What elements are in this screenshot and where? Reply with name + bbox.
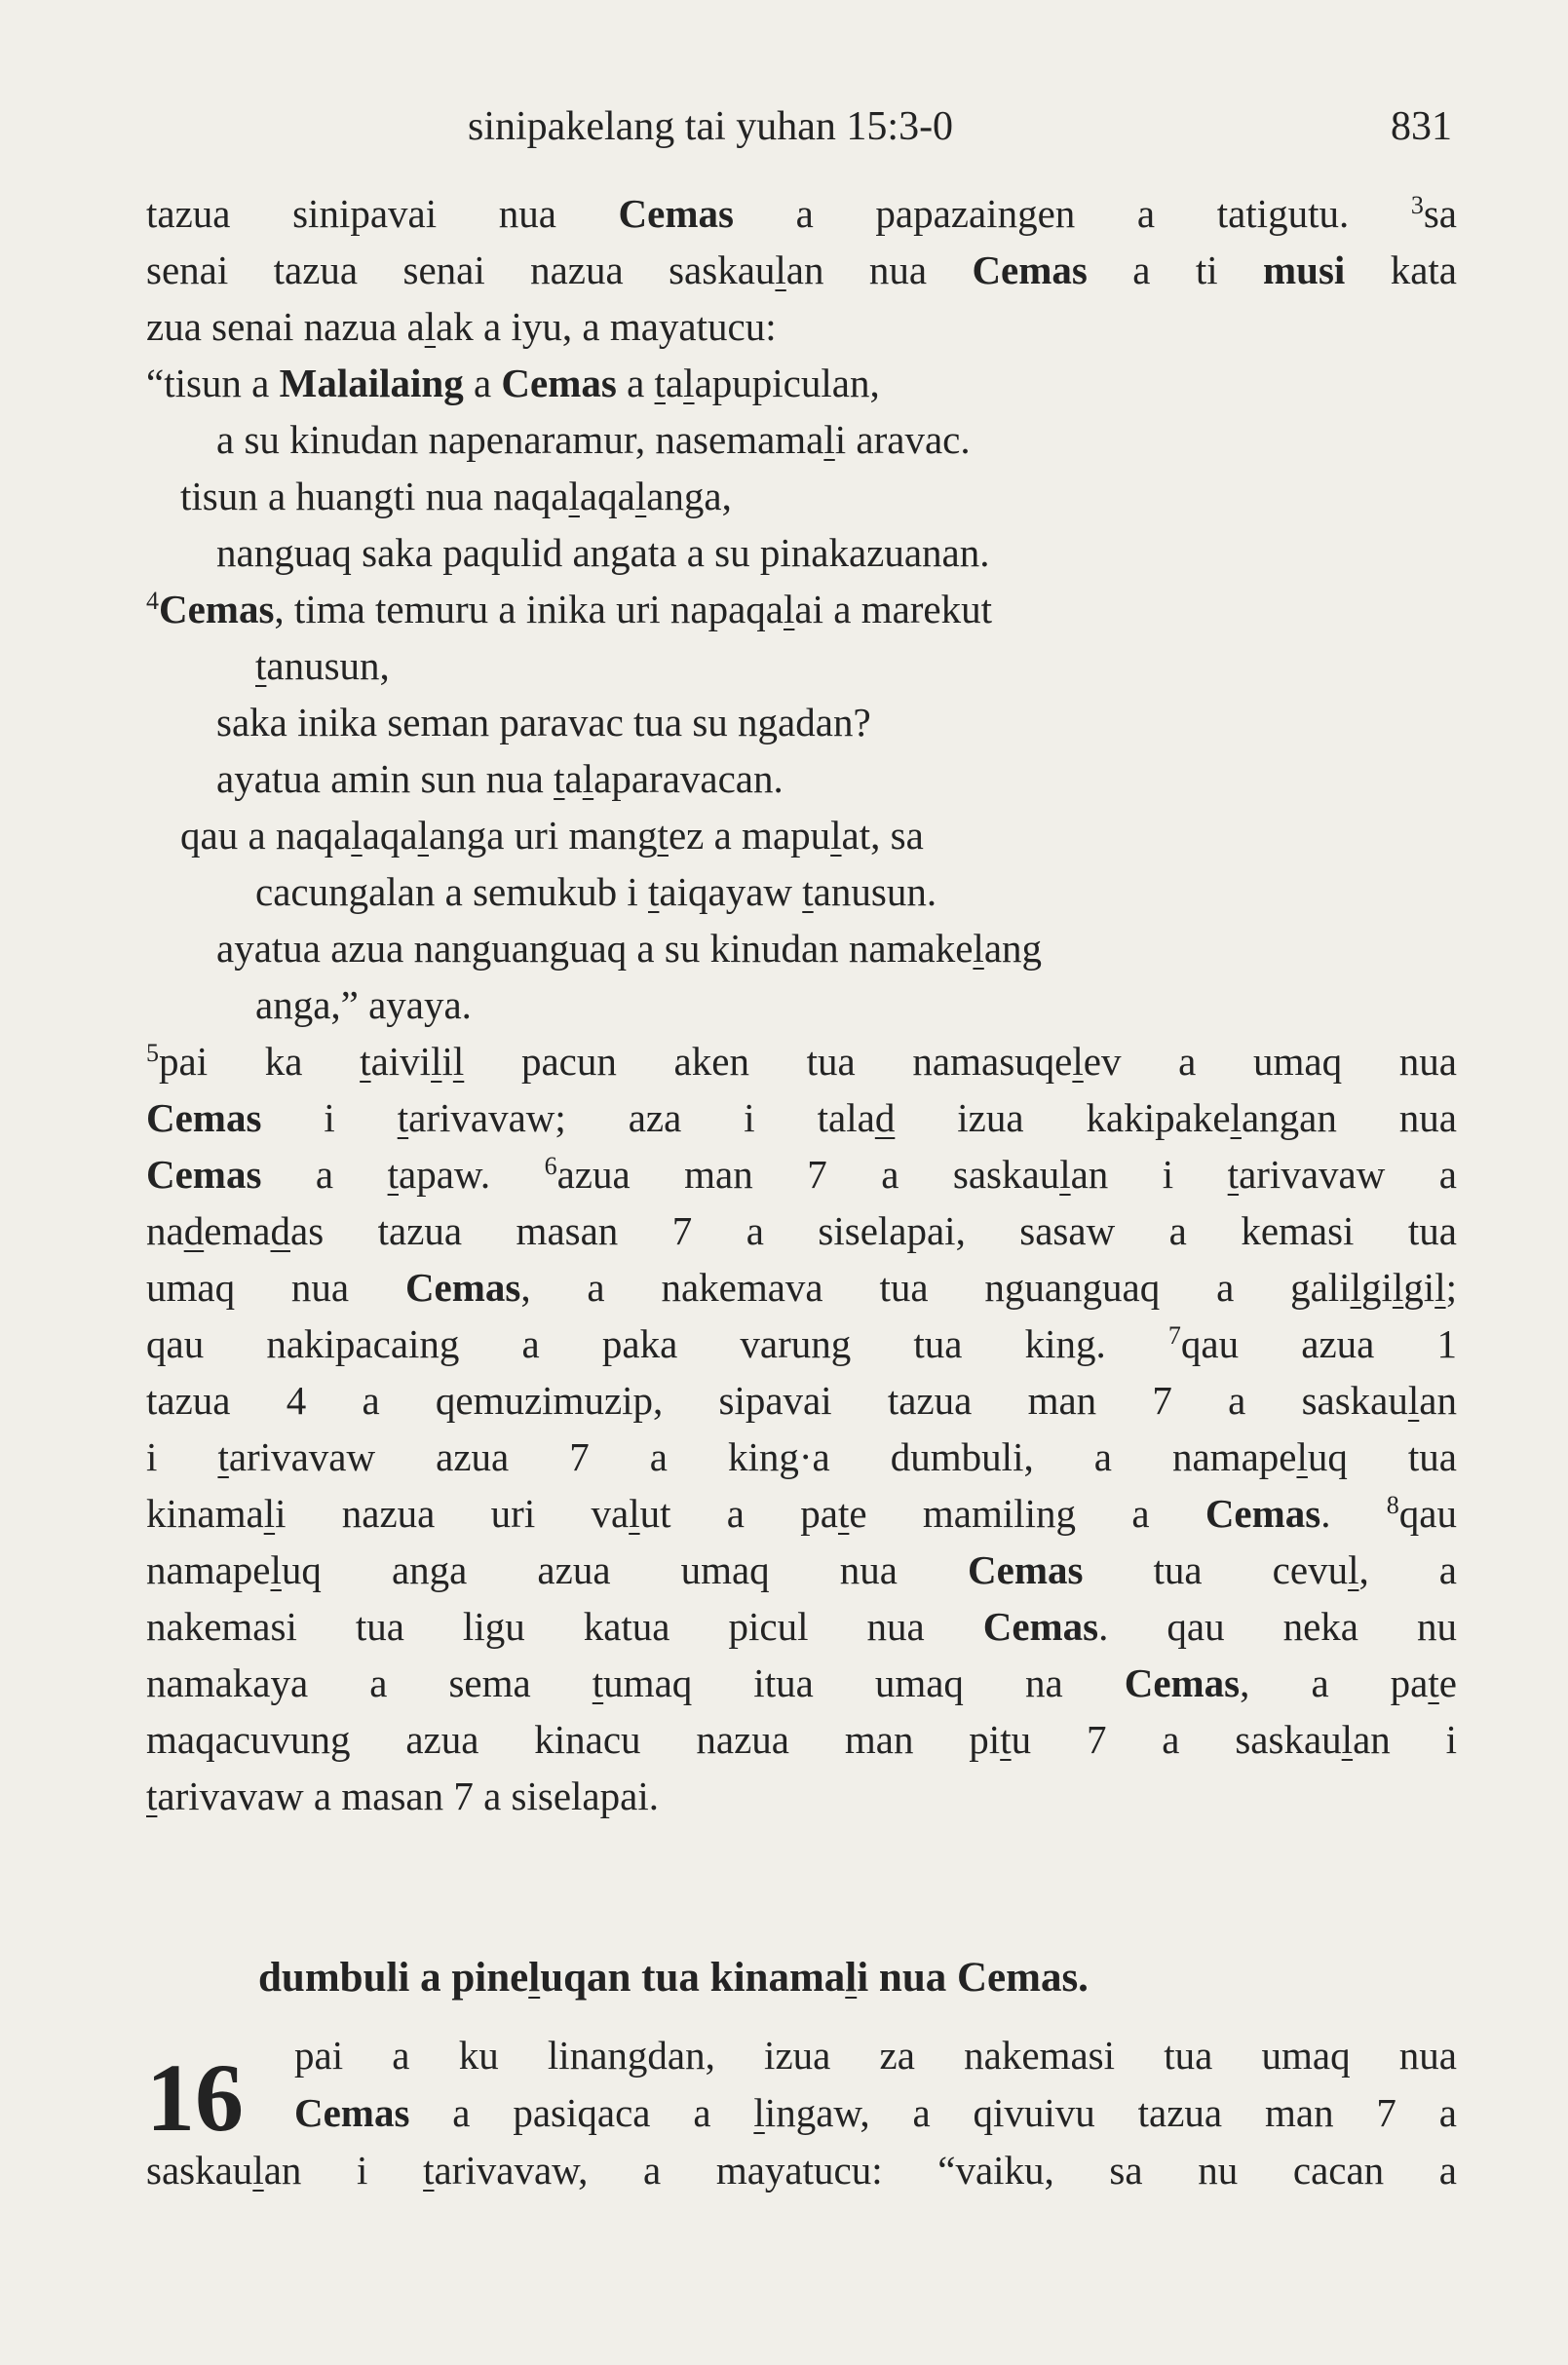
text-line: saskaulan i tarivavaw, a mayatucu: “vaiku, sa nu cacan a	[146, 2148, 1458, 2193]
text-line: namakaya a sema tumaq itua umaq na Cemas, a pate	[146, 1660, 1457, 1705]
text-line: zua senai nazua alak a iyu, a mayatucu:	[146, 304, 777, 349]
text-line: nanguaq saka paqulid angata a su pinakazuanan.	[216, 530, 990, 575]
text-line: $^5$pai ka taivilil pacun aken tua namasuqelev a umaq nua	[146, 1039, 1458, 1084]
text-line: anga,” ayaya.	[255, 982, 472, 1027]
running-head: sinipakelang tai yuhan 15:3-0	[468, 104, 954, 149]
text-line: tanusun,	[255, 643, 390, 688]
text-line: tazua 4 a qemuzimuzip, sipavai tazua man 7 a saskaulan	[146, 1378, 1457, 1423]
text-line: tisun a huangti nua naqalaqalanga,	[180, 474, 732, 518]
text-line: nakemasi tua ligu katua picul nua Cemas. qau neka nu	[146, 1604, 1458, 1649]
page-number: 831	[1391, 104, 1452, 149]
text-line: qau nakipacaing a paka varung tua king. $^7$qau azua 1	[146, 1321, 1457, 1366]
text-line: Cemas a pasiqaca a lingaw, a qivuivu tazua man 7 a	[294, 2090, 1457, 2135]
text-line: a su kinudan napenaramur, nasemamali aravac.	[216, 417, 971, 462]
text-line: Cemas i tarivavaw; aza i talad izua kakipakelangan nua	[146, 1095, 1457, 1140]
text-line: saka inika seman paravac tua su ngadan?	[216, 700, 871, 744]
text-line: namapeluq anga azua umaq nua Cemas tua cevul, a	[146, 1547, 1458, 1592]
text-line: umaq nua Cemas, a nakemava tua nguanguaq a galilgilgil;	[146, 1265, 1457, 1310]
text-line: nademadas tazua masan 7 a siselapai, sasaw a kemasi tua	[146, 1208, 1457, 1253]
text-line: maqacuvung azua kinacu nazua man pitu 7 a saskaulan i	[146, 1717, 1458, 1762]
text-line: ayatua amin sun nua talaparavacan.	[216, 756, 784, 801]
text-line: cacungalan a semukub i taiqayaw tanusun.	[255, 869, 937, 914]
text-line: kinamali nazua uri valut a pate mamiling a Cemas. $^8$qau	[146, 1491, 1457, 1536]
text-line: Cemas a tapaw. $^6$azua man 7 a saskaulan i tarivavaw a	[146, 1152, 1458, 1197]
text-line: pai a ku linangdan, izua za nakemasi tua umaq nua	[294, 2033, 1457, 2078]
text-line: qau a naqalaqalanga uri mangtez a mapulat, sa	[180, 813, 924, 858]
text-line: i tarivavaw azua 7 a king·a dumbuli, a namapeluq tua	[146, 1434, 1457, 1479]
text-line: tazua sinipavai nua Cemas a papazaingen a tatigutu. $^3$sa	[146, 191, 1457, 236]
section-heading: dumbuli a pineluqan tua kinamali nua Cemas.	[258, 1955, 1089, 2001]
text-line: “tisun a Malailaing a Cemas a talapupiculan,	[146, 361, 880, 405]
page-header	[468, 97, 1452, 156]
text-line: senai tazua senai nazua saskaulan nua Cemas a ti musi kata	[146, 248, 1457, 292]
text-line: ayatua azua nanguanguaq a su kinudan namakelang	[216, 926, 1043, 971]
chapter-number: 16	[146, 2043, 244, 2152]
text-line: $^4$Cemas, tima temuru a inika uri napaqalai a marekut	[146, 587, 993, 631]
text-line: tarivavaw a masan 7 a siselapai.	[146, 1774, 659, 1818]
